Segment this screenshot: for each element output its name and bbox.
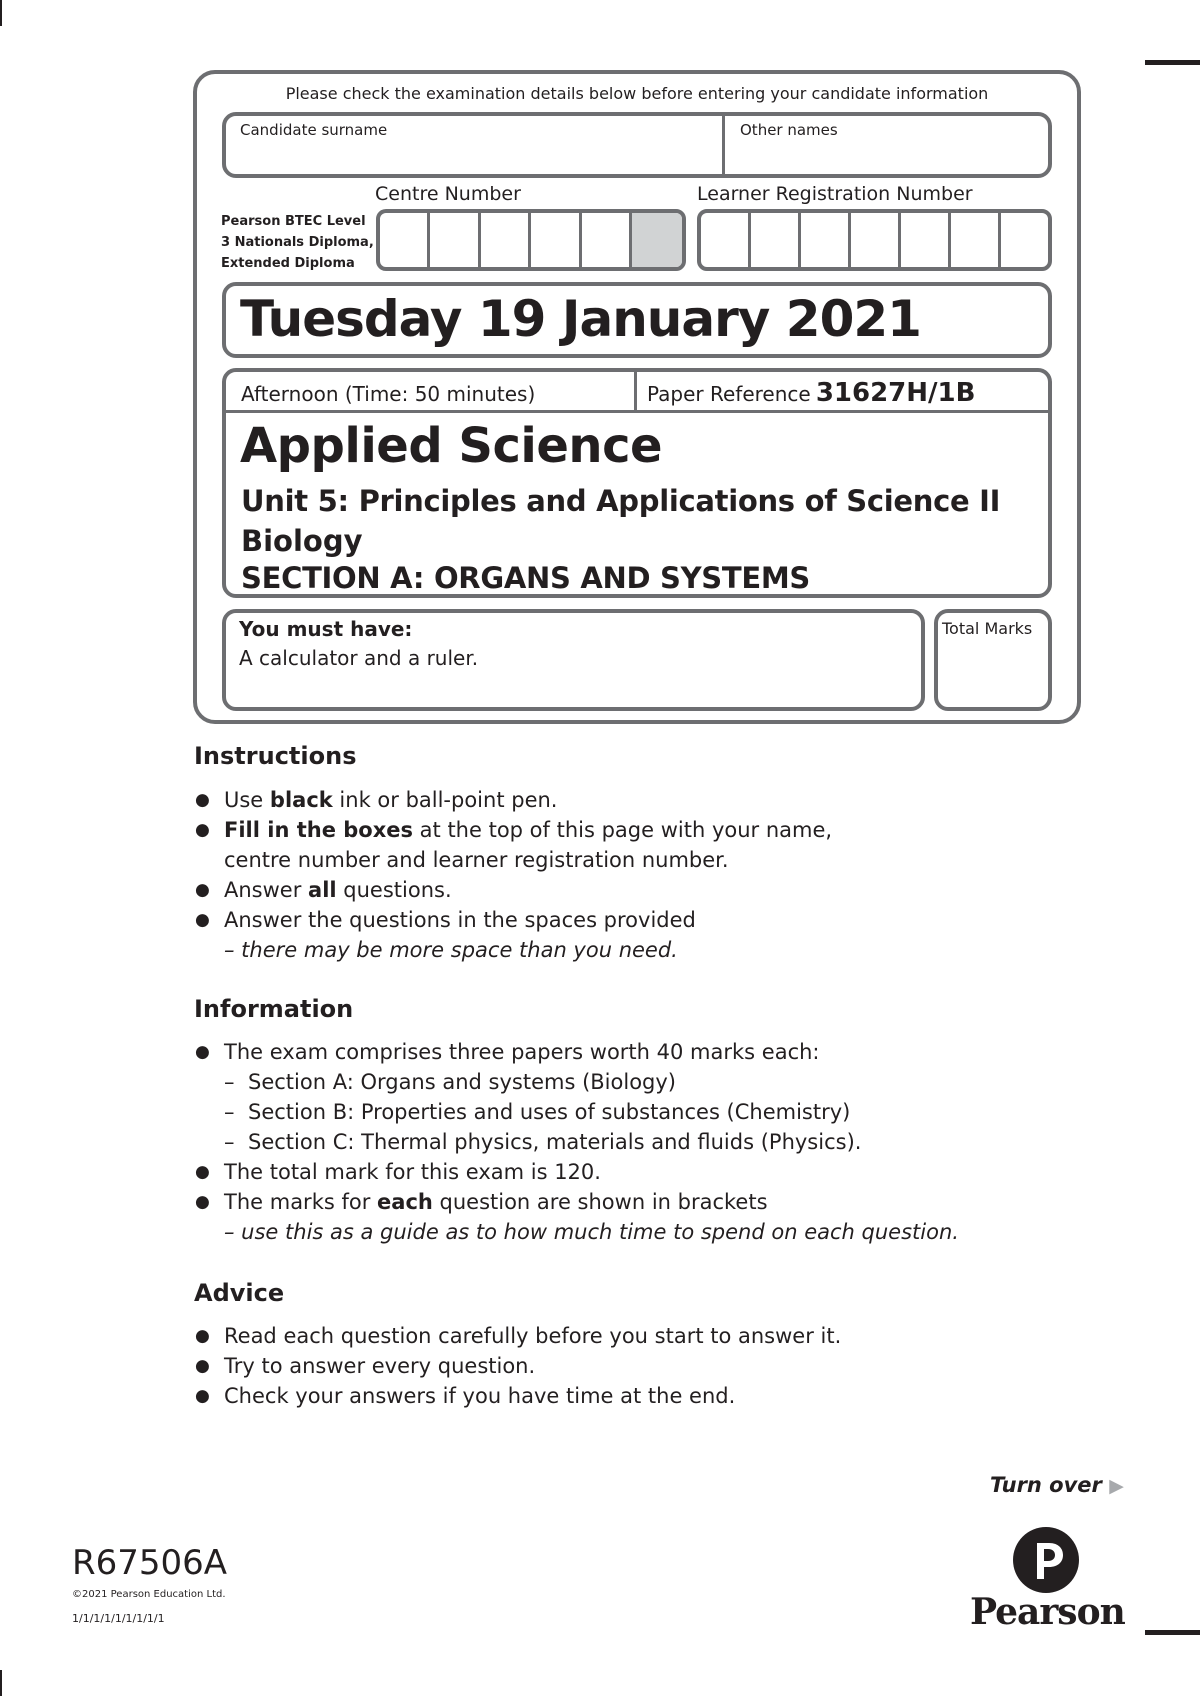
strand-title: Biology — [241, 524, 363, 558]
reg-digit-5[interactable] — [901, 213, 951, 267]
info-3-bold: each — [377, 1190, 433, 1214]
copyright: ©2021 Pearson Education Ltd. — [72, 1589, 226, 1600]
instruction-item: ● Answer the questions in the spaces provided — [194, 905, 1094, 935]
candidate-surname-field[interactable] — [236, 142, 706, 170]
reg-digit-3[interactable] — [801, 213, 851, 267]
advice-item: ● Check your answers if you have time at the end. — [194, 1381, 1094, 1411]
session-col-divider — [634, 370, 637, 411]
instruction-cont: centre number and learner registration number. — [224, 848, 729, 872]
instruction-item — [194, 815, 1094, 845]
total-marks-label: Total Marks — [942, 619, 1033, 638]
must-have-label: You must have: — [239, 617, 413, 641]
instr-3-pre: Answer — [224, 878, 309, 902]
centre-digit-2[interactable] — [430, 213, 481, 267]
instructions-heading: Instructions — [194, 742, 357, 770]
unit-title: Unit 5: Principles and Applications of Science II — [241, 484, 1001, 518]
paper-reference — [647, 378, 975, 408]
turn-over — [990, 1473, 1124, 1497]
reg-digit-7[interactable] — [1001, 213, 1048, 267]
centre-number-boxes[interactable] — [376, 209, 686, 271]
instr-1-bold: black — [269, 788, 333, 812]
centre-digit-5[interactable] — [582, 213, 632, 267]
instruction-item — [194, 875, 1094, 905]
exam-date: Tuesday 19 January 2021 — [240, 290, 921, 348]
crop-mark-top-right — [1145, 60, 1200, 65]
paper-code: R67506A — [72, 1543, 228, 1583]
name-divider — [722, 114, 725, 176]
information-item — [194, 1187, 1094, 1217]
centre-digit-shaded — [632, 213, 686, 267]
centre-digit-1[interactable] — [380, 213, 430, 267]
instr-1-post: ink or ball-point pen. — [332, 788, 558, 812]
advice-item: ● Read each question carefully before you start to answer it. — [194, 1321, 1094, 1351]
instr-1-pre: Use — [224, 788, 270, 812]
subject-title: Applied Science — [240, 418, 663, 474]
qualification-text — [221, 211, 374, 274]
section-title: SECTION A: ORGANS AND SYSTEMS — [241, 561, 811, 595]
instr-3-bold: all — [308, 878, 337, 902]
print-code: 1/1/1/1/1/1/1/1/1 — [72, 1612, 165, 1625]
information-cont: – use this as a guide as to how much time to spend on each question. — [224, 1220, 959, 1244]
information-sub-item: – Section A: Organs and systems (Biology) — [194, 1067, 1094, 1097]
info-3-post: question are shown in brackets — [432, 1190, 768, 1214]
reg-digit-4[interactable] — [851, 213, 901, 267]
centre-number-label: Centre Number — [375, 183, 521, 205]
instr-2-post: at the top of this page with your name, — [413, 818, 833, 842]
crop-mark-bottom-right — [1145, 1630, 1200, 1635]
crop-mark-bottom-left — [0, 1670, 2, 1696]
check-details-note: Please check the examination details below before entering your candidate information — [285, 84, 989, 103]
candidate-surname-label: Candidate surname — [240, 121, 388, 139]
centre-digit-4[interactable] — [531, 213, 582, 267]
learner-reg-boxes[interactable] — [697, 209, 1052, 271]
reg-digit-2[interactable] — [751, 213, 801, 267]
advice-list — [194, 1321, 1094, 1411]
other-names-label: Other names — [740, 121, 838, 139]
other-names-field[interactable] — [736, 142, 1036, 170]
advice-item: ● Try to answer every question. — [194, 1351, 1094, 1381]
information-list — [194, 1037, 1094, 1247]
session-text: Afternoon (Time: 50 minutes) — [241, 382, 536, 406]
reg-digit-1[interactable] — [701, 213, 751, 267]
turn-over-arrow-icon: ▶ — [1109, 1475, 1124, 1497]
instructions-list — [194, 785, 1094, 965]
information-item: ● The exam comprises three papers worth 40 marks each: — [194, 1037, 1094, 1067]
information-item: ● The total mark for this exam is 120. — [194, 1157, 1094, 1187]
must-have-value: A calculator and a ruler. — [239, 646, 479, 670]
pearson-logo — [970, 1525, 1125, 1633]
instruction-item — [194, 785, 1094, 815]
centre-digit-3[interactable] — [481, 213, 531, 267]
instr-3-post: questions. — [336, 878, 452, 902]
information-sub-item: – Section B: Properties and uses of substances (Chemistry) — [194, 1097, 1094, 1127]
learner-reg-label: Learner Registration Number — [697, 183, 973, 205]
instruction-cont: – there may be more space than you need. — [224, 938, 678, 962]
turn-over-label: Turn over — [990, 1473, 1102, 1497]
instr-2-bold: Fill in the boxes — [224, 818, 413, 842]
pearson-p-icon — [1011, 1525, 1081, 1595]
pearson-wordmark: Pearson — [970, 1591, 1125, 1633]
advice-heading: Advice — [194, 1279, 285, 1307]
paper-ref-label: Paper Reference — [647, 382, 811, 406]
reg-digit-6[interactable] — [951, 213, 1001, 267]
information-sub-item: – Section C: Thermal physics, materials and fluids (Physics). — [194, 1127, 1094, 1157]
session-row-divider — [224, 410, 1050, 413]
qualification-line-3: Extended Diploma — [221, 256, 355, 271]
paper-ref-value: 31627H/1B — [815, 378, 976, 408]
qualification-line-2: 3 Nationals Diploma, — [221, 235, 374, 250]
qualification-line-1: Pearson BTEC Level — [221, 214, 366, 229]
information-heading: Information — [194, 995, 354, 1023]
info-3-pre: The marks for — [224, 1190, 378, 1214]
crop-mark-top-left — [0, 0, 2, 26]
